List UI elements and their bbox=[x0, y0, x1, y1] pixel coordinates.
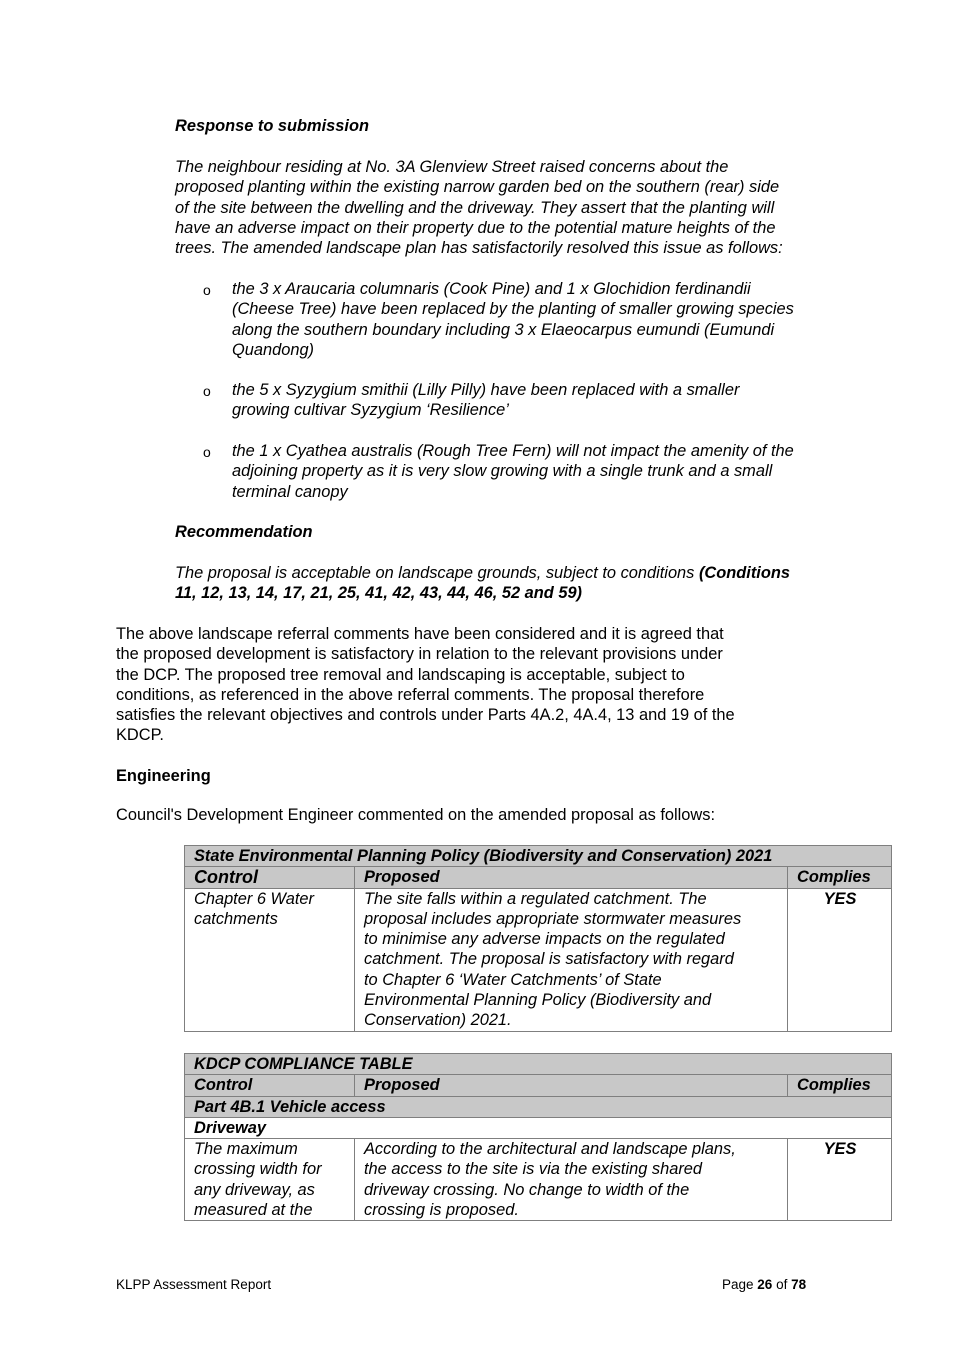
text-line: to Chapter 6 ‘Water Catchments’ of State bbox=[364, 970, 662, 989]
engineering-intro: Council's Development Engineer commented on the amended proposal as follows: bbox=[116, 806, 715, 824]
section-title: Part 4B.1 Vehicle access bbox=[185, 1096, 892, 1117]
footer-report-title: KLPP Assessment Report bbox=[116, 1277, 272, 1292]
table-title-row bbox=[185, 1054, 892, 1075]
text-line: of the site between the dwelling and the driveway. They assert that the planting will bbox=[175, 198, 775, 217]
text-line: the 1 x Cyathea australis (Rough Tree Fern) will not impact the amenity of the bbox=[232, 442, 794, 460]
text-line: Environmental Planning Policy (Biodiversity and bbox=[364, 991, 712, 1010]
text-line: any driveway, as bbox=[194, 1180, 315, 1199]
text-line: to minimise any adverse impacts on the regulated bbox=[364, 930, 725, 949]
text-line: conditions, as referenced in the above referral comments. The proposal therefore bbox=[116, 685, 705, 704]
column-header-proposed: Proposed bbox=[355, 1075, 788, 1096]
table-header-row bbox=[185, 1075, 892, 1096]
text-line: adjoining property as it is very slow growing with a single trunk and a small bbox=[232, 462, 773, 481]
bullet-marker: o bbox=[203, 444, 211, 460]
total-pages: 78 bbox=[791, 1277, 807, 1292]
text-line: catchment. The proposal is satisfactory with regard bbox=[364, 950, 734, 969]
control-cell bbox=[185, 888, 355, 1031]
text-line: catchments bbox=[194, 909, 278, 928]
text-line: The neighbour residing at No. 3A Glenview Street raised concerns about the bbox=[175, 158, 729, 176]
complies-cell: YES bbox=[788, 888, 892, 1031]
text-line: KDCP. bbox=[116, 726, 164, 745]
text-line: The site falls within a regulated catchment. The bbox=[364, 889, 707, 908]
of-label: of bbox=[772, 1277, 792, 1292]
table-row bbox=[185, 888, 892, 1031]
submission-paragraph bbox=[175, 157, 855, 258]
bullet-list bbox=[175, 380, 855, 421]
bullet-list bbox=[175, 279, 855, 360]
text-line: the 3 x Araucaria columnaris (Cook Pine) and 1 x Glochidion ferdinandii bbox=[232, 280, 751, 298]
list-item bbox=[175, 279, 855, 360]
proposed-cell bbox=[355, 1139, 788, 1221]
list-item bbox=[175, 441, 855, 502]
engineering-heading: Engineering bbox=[116, 767, 211, 785]
text-line: Conservation) 2021. bbox=[364, 1011, 512, 1030]
conditions-text: (Conditions bbox=[698, 564, 790, 582]
text-line: along the southern boundary including 3 x Elaeocarpus eumundi (Eumundi bbox=[232, 320, 775, 339]
recommendation-heading: Recommendation bbox=[175, 523, 313, 541]
section-row bbox=[185, 1096, 892, 1117]
text-line: (Cheese Tree) have been replaced by the planting of smaller growing species bbox=[232, 300, 794, 319]
text-line: The above landscape referral comments have been considered and it is agreed that bbox=[116, 625, 724, 643]
current-page: 26 bbox=[757, 1277, 773, 1292]
text-line: have an adverse impact on their property due to the potential mature heights of the bbox=[175, 218, 776, 237]
table-header-row bbox=[185, 867, 892, 888]
response-heading: Response to submission bbox=[175, 117, 369, 135]
control-cell bbox=[185, 1139, 355, 1221]
text-line: driveway crossing. No change to width of the bbox=[364, 1180, 690, 1199]
subsection-title: Driveway bbox=[185, 1117, 892, 1138]
text-line: proposal includes appropriate stormwater measures bbox=[364, 909, 742, 928]
summary-paragraph bbox=[116, 624, 796, 746]
text-line: trees. The amended landscape plan has satisfactorily resolved this issue as follows: bbox=[175, 239, 783, 258]
text-line: Quandong) bbox=[232, 340, 315, 359]
bullet-marker: o bbox=[203, 282, 211, 298]
column-header-proposed: Proposed bbox=[355, 867, 788, 888]
column-header-control: Control bbox=[185, 1075, 355, 1096]
column-header-complies: Complies bbox=[788, 867, 892, 888]
proposed-cell bbox=[355, 888, 788, 1031]
text-line: terminal canopy bbox=[232, 482, 348, 501]
table-title: KDCP COMPLIANCE TABLE bbox=[185, 1054, 892, 1075]
text-line: the DCP. The proposed tree removal and landscaping is acceptable, subject to bbox=[116, 665, 685, 684]
complies-cell: YES bbox=[788, 1139, 892, 1221]
text-line: satisfies the relevant objectives and controls under Parts 4A.2, 4A.4, 13 and 19 of the bbox=[116, 706, 735, 725]
sepp-table bbox=[184, 845, 892, 1032]
text-line: Chapter 6 Water bbox=[194, 889, 314, 908]
recommendation-paragraph bbox=[175, 563, 855, 604]
text-line: crossing is proposed. bbox=[364, 1201, 519, 1220]
kdcp-table bbox=[184, 1053, 892, 1221]
text-line: the 5 x Syzygium smithii (Lilly Pilly) have been replaced with a smaller bbox=[232, 381, 740, 399]
text-line: crossing width for bbox=[194, 1160, 322, 1179]
conditions-list: 11, 12, 13, 14, 17, 21, 25, 41, 42, 43, 44, 46, 52 and 59) bbox=[175, 584, 583, 603]
text-line bbox=[175, 563, 855, 583]
column-header-control: Control bbox=[185, 867, 355, 888]
text-line: proposed planting within the existing narrow garden bed on the southern (rear) side bbox=[175, 178, 780, 197]
page-label: Page bbox=[722, 1277, 758, 1292]
text-line: the proposed development is satisfactory in relation to the relevant provisions under bbox=[116, 645, 723, 664]
table-title-row bbox=[185, 846, 892, 867]
recommendation-text: The proposal is acceptable on landscape grounds, subject to conditions bbox=[175, 564, 699, 582]
bullet-marker: o bbox=[203, 383, 211, 399]
text-line: growing cultivar Syzygium ‘Resilience’ bbox=[232, 401, 509, 420]
column-header-complies: Complies bbox=[788, 1075, 892, 1096]
text-line: According to the architectural and landscape plans, bbox=[364, 1140, 736, 1159]
text-line: the access to the site is via the existing shared bbox=[364, 1160, 703, 1179]
text-line: The maximum bbox=[194, 1140, 298, 1159]
text-line: measured at the bbox=[194, 1201, 313, 1220]
table-row bbox=[185, 1139, 892, 1221]
list-item bbox=[175, 380, 855, 421]
subsection-row bbox=[185, 1117, 892, 1138]
bullet-list bbox=[175, 441, 855, 502]
page-number bbox=[722, 1276, 806, 1294]
table-title: State Environmental Planning Policy (Biodiversity and Conservation) 2021 bbox=[185, 846, 892, 867]
